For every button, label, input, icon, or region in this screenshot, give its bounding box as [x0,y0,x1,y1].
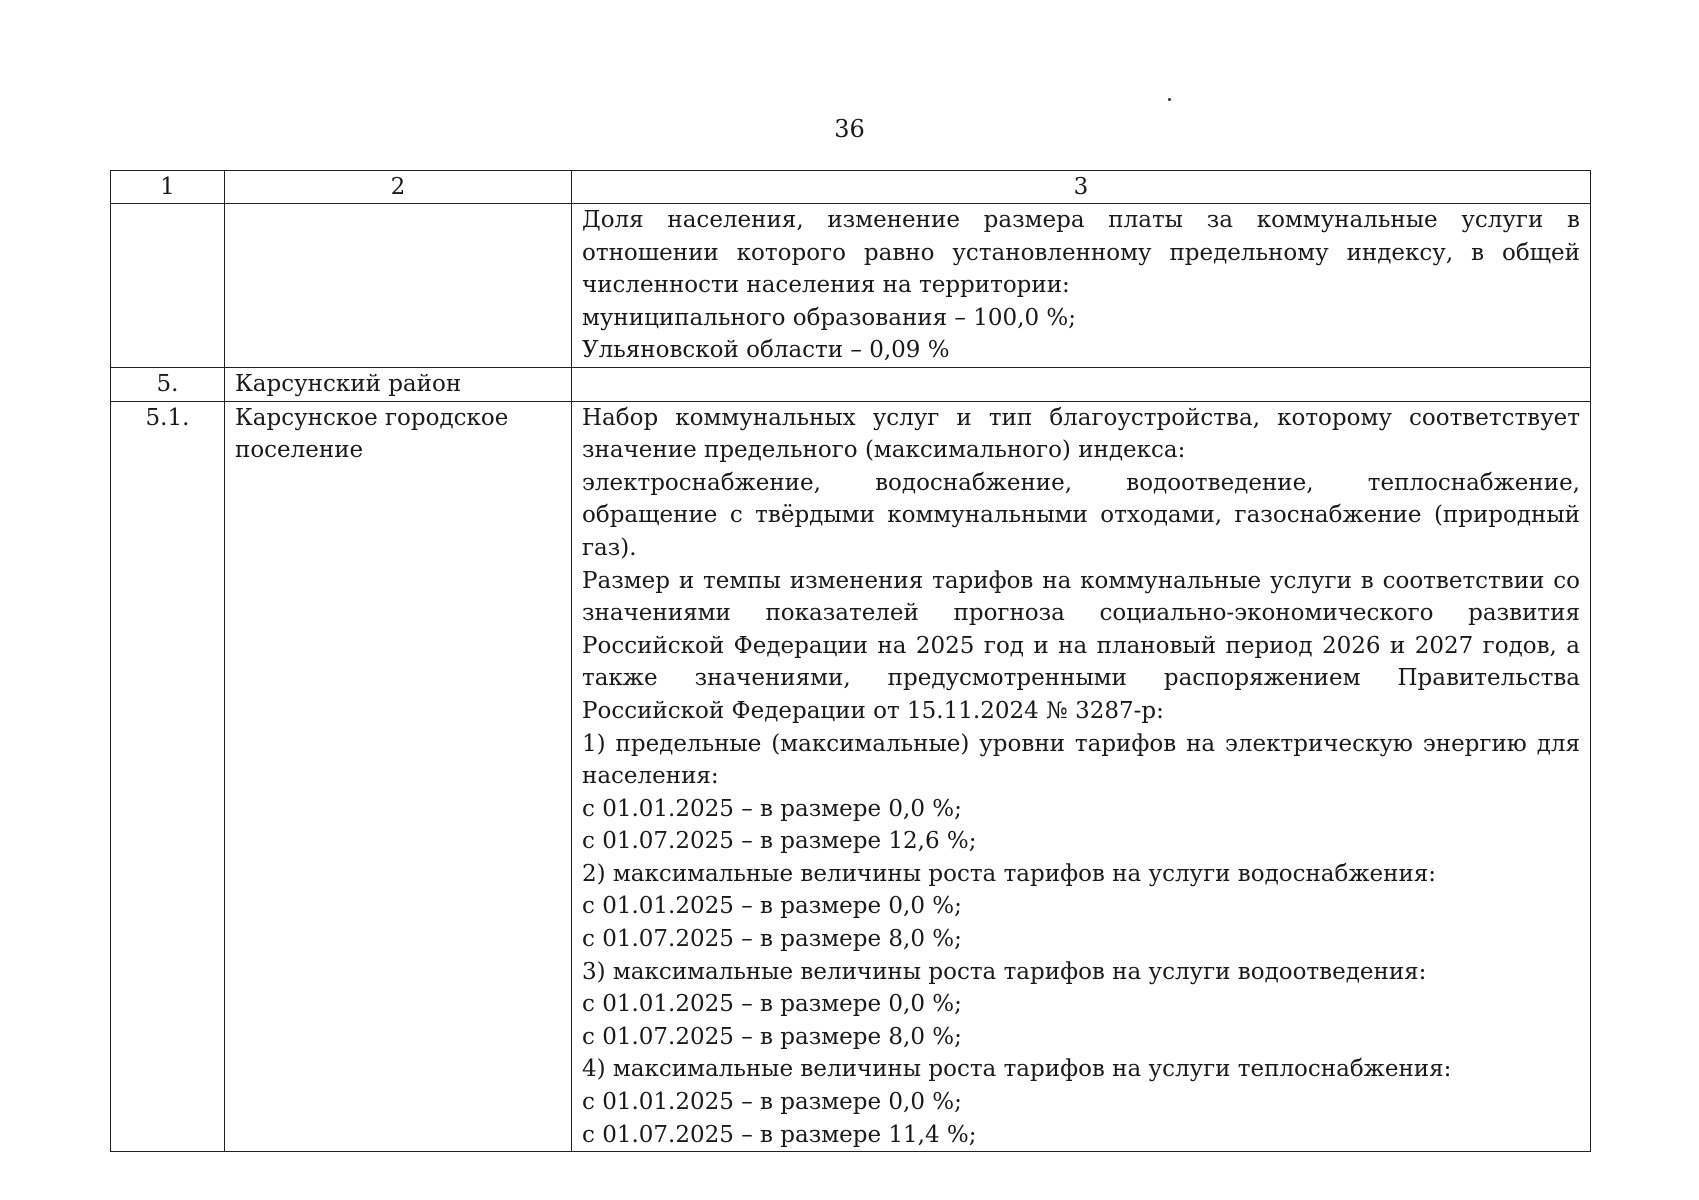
paragraph: электроснабжение, водоснабжение, водоотведение, теплоснабжение, обращение с твёрдыми коммунальными отходами, газоснабжение (природный газ). [582,469,1580,561]
cell-name: Карсунский район [225,367,572,401]
cell-content [572,367,1591,401]
table-row-continued [111,204,1591,368]
table-row-settlement [111,401,1591,1152]
header-col-1: 1 [111,171,225,204]
paragraph: с 01.07.2025 – в размере 8,0 %; [582,926,962,953]
paragraph: с 01.01.2025 – в размере 0,0 %; [582,1089,962,1116]
paragraph: Доля населения, изменение размера платы за коммунальные услуги в отношении которого равно установленному предельному индексу, в общей численности населения на территории: [582,207,1580,299]
header-col-3: 3 [572,171,1591,204]
header-col-2: 2 [225,171,572,204]
cell-name [225,204,572,368]
paragraph: с 01.01.2025 – в размере 0,0 %; [582,991,962,1018]
paragraph: муниципального образования – 100,0 %; [582,304,1076,331]
paragraph: 4) максимальные величины роста тарифов на услуги теплоснабжения: [582,1056,1452,1083]
paragraph: Ульяновской области – 0,09 % [582,337,950,364]
paragraph: с 01.07.2025 – в размере 12,6 %; [582,828,977,855]
cell-content [572,204,1591,368]
tariff-table [110,170,1591,1152]
paragraph: 3) максимальные величины роста тарифов на услуги водоотведения: [582,958,1427,985]
table-header-row [111,171,1591,204]
cell-number: 5.1. [111,401,225,1152]
scan-speck [1168,98,1171,101]
paragraph: 1) предельные (максимальные) уровни тарифов на электрическую энергию для населения: [582,730,1580,790]
cell-content [572,401,1591,1152]
paragraph: Размер и темпы изменения тарифов на коммунальные услуги в соответствии со значениями показателей прогноза социально-экономического развития Российской Федерации на 2025 год и на плановый период 2026 и 2027 годов, а также значениями, предусмотренными распоряжением Правительства Российской Федерации от 15.11.2024 № 3287-р: [582,567,1580,724]
cell-name: Карсунское городское поселение [225,401,572,1152]
paragraph: с 01.01.2025 – в размере 0,0 %; [582,893,962,920]
cell-number: 5. [111,367,225,401]
cell-number [111,204,225,368]
table-row-district [111,367,1591,401]
paragraph: с 01.07.2025 – в размере 8,0 %; [582,1023,962,1050]
paragraph: с 01.07.2025 – в размере 11,4 %; [582,1121,977,1148]
page-number: 36 [834,115,865,143]
paragraph: Набор коммунальных услуг и тип благоустройства, которому соответствует значение предельного (максимального) индекса: [582,404,1580,464]
paragraph: 2) максимальные величины роста тарифов на услуги водоснабжения: [582,860,1437,887]
paragraph: с 01.01.2025 – в размере 0,0 %; [582,795,962,822]
